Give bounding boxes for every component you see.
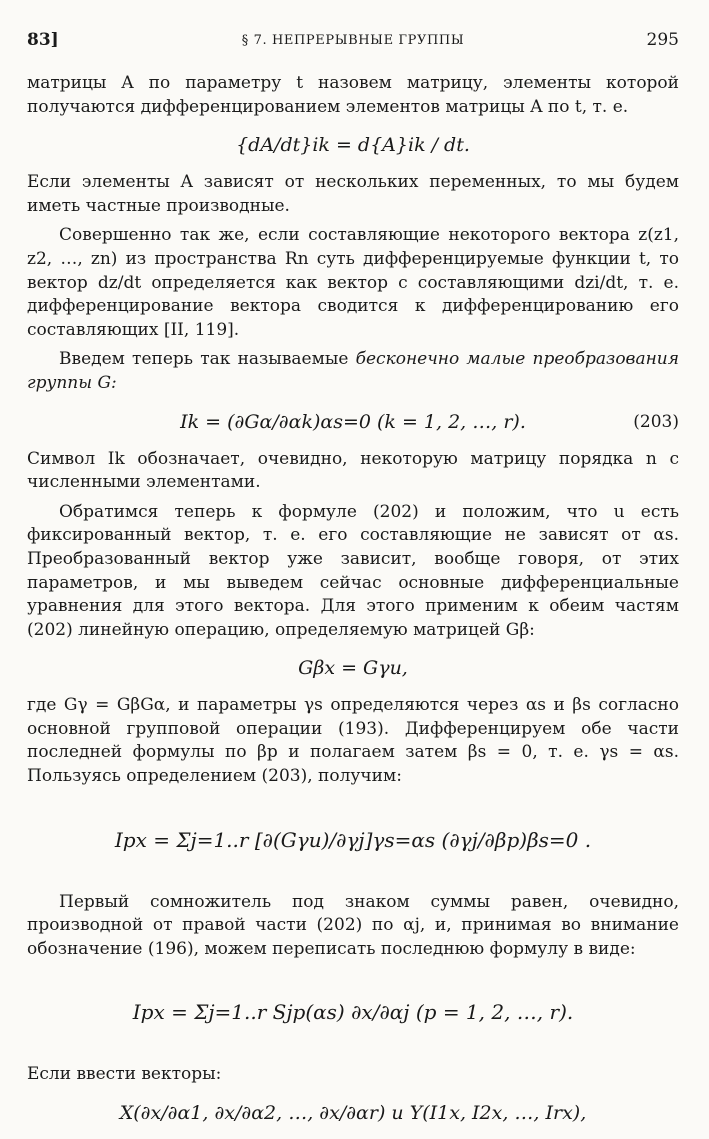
formula-203-body: Ik = (∂Gα/∂αk)αs=0 (k = 1, 2, …, r).	[180, 410, 526, 433]
page-number: 295	[646, 30, 679, 50]
formula-derivative-matrix: {dA/dt}ik = d{A}ik / dt.	[236, 134, 470, 157]
paragraph-1: матрицы A по параметру t назовем матрицу, элементы которой получаются дифференцированием элементов матрицы A по t, т. е.	[27, 73, 679, 117]
paragraph-9: Если ввести векторы:	[27, 1064, 222, 1085]
formula-203	[27, 402, 679, 442]
paragraph-2: Если элементы A зависят от нескольких переменных, то мы будем иметь частные производные.	[27, 172, 679, 216]
running-title: § 7. НЕПРЕРЫВНЫЕ ГРУППЫ	[241, 33, 465, 48]
paragraph-3: Совершенно так же, если составляющие некоторого вектора z(z1, z2, …, zn) из пространства Rn суть дифференцируемые функции t, то вектор dz/dt определяется как вектор с составляющими dzi/dt, т. е. дифференцирование вектора сводится к дифференцированию его составляющих [II, 119].	[27, 225, 679, 340]
paragraph-4-emphasis: бесконечно малые преобразования группы G:	[27, 349, 679, 393]
formula-gbeta: Gβx = Gγu,	[298, 657, 408, 680]
page-header	[27, 30, 679, 54]
page-body	[27, 72, 679, 1139]
paragraph-4	[27, 348, 679, 395]
paragraph-6: Обратимся теперь к формуле (202) и положим, что u есть фиксированный вектор, т. е. его составляющие не зависят от αs. Преобразованный вектор уже зависит, вообще говоря, от этих параметров, и мы выведем сейчас основные дифференциальные уравнения для этого вектора. Для этого применим к обеим частям (202) линейную операцию, определяемую матрицей Gβ:	[27, 501, 679, 640]
paragraph-8: Первый сомножитель под знаком суммы равен, очевидно, производной от правой части (202) по αj, и, принимая во внимание обозначение (196), можем переписать последнюю формулу в виде:	[27, 891, 679, 959]
formula-vectors: X(∂x/∂α1, ∂x/∂α2, …, ∂x/∂αr) и Y(I1x, I2x, …, Irx),	[119, 1102, 587, 1125]
paragraph-5: Символ Ik обозначает, очевидно, некоторую матрицу порядка n с численными элементами.	[27, 448, 679, 493]
equation-number-203: (203)	[633, 411, 679, 432]
paragraph-7: где Gγ = GβGα, и параметры γs определяются через αs и βs согласно основной групповой операции (193). Дифференцируем обе части последней формулы по βp и полагаем затем βs = 0, т. е. γs = αs. Пользуясь определением (203), получим:	[27, 695, 679, 787]
formula-sum-2: Ipx = Σj=1..r Sjp(αs) ∂x/∂αj (p = 1, 2, …, r).	[132, 1000, 574, 1025]
formula-sum-1: Ipx = Σj=1..r [∂(Gγu)/∂γj]γs=αs (∂γj/∂βp)βs=0 .	[114, 827, 592, 852]
paragraph-4-text: Введем теперь так называемые	[59, 349, 349, 370]
section-number: 83]	[27, 30, 59, 50]
